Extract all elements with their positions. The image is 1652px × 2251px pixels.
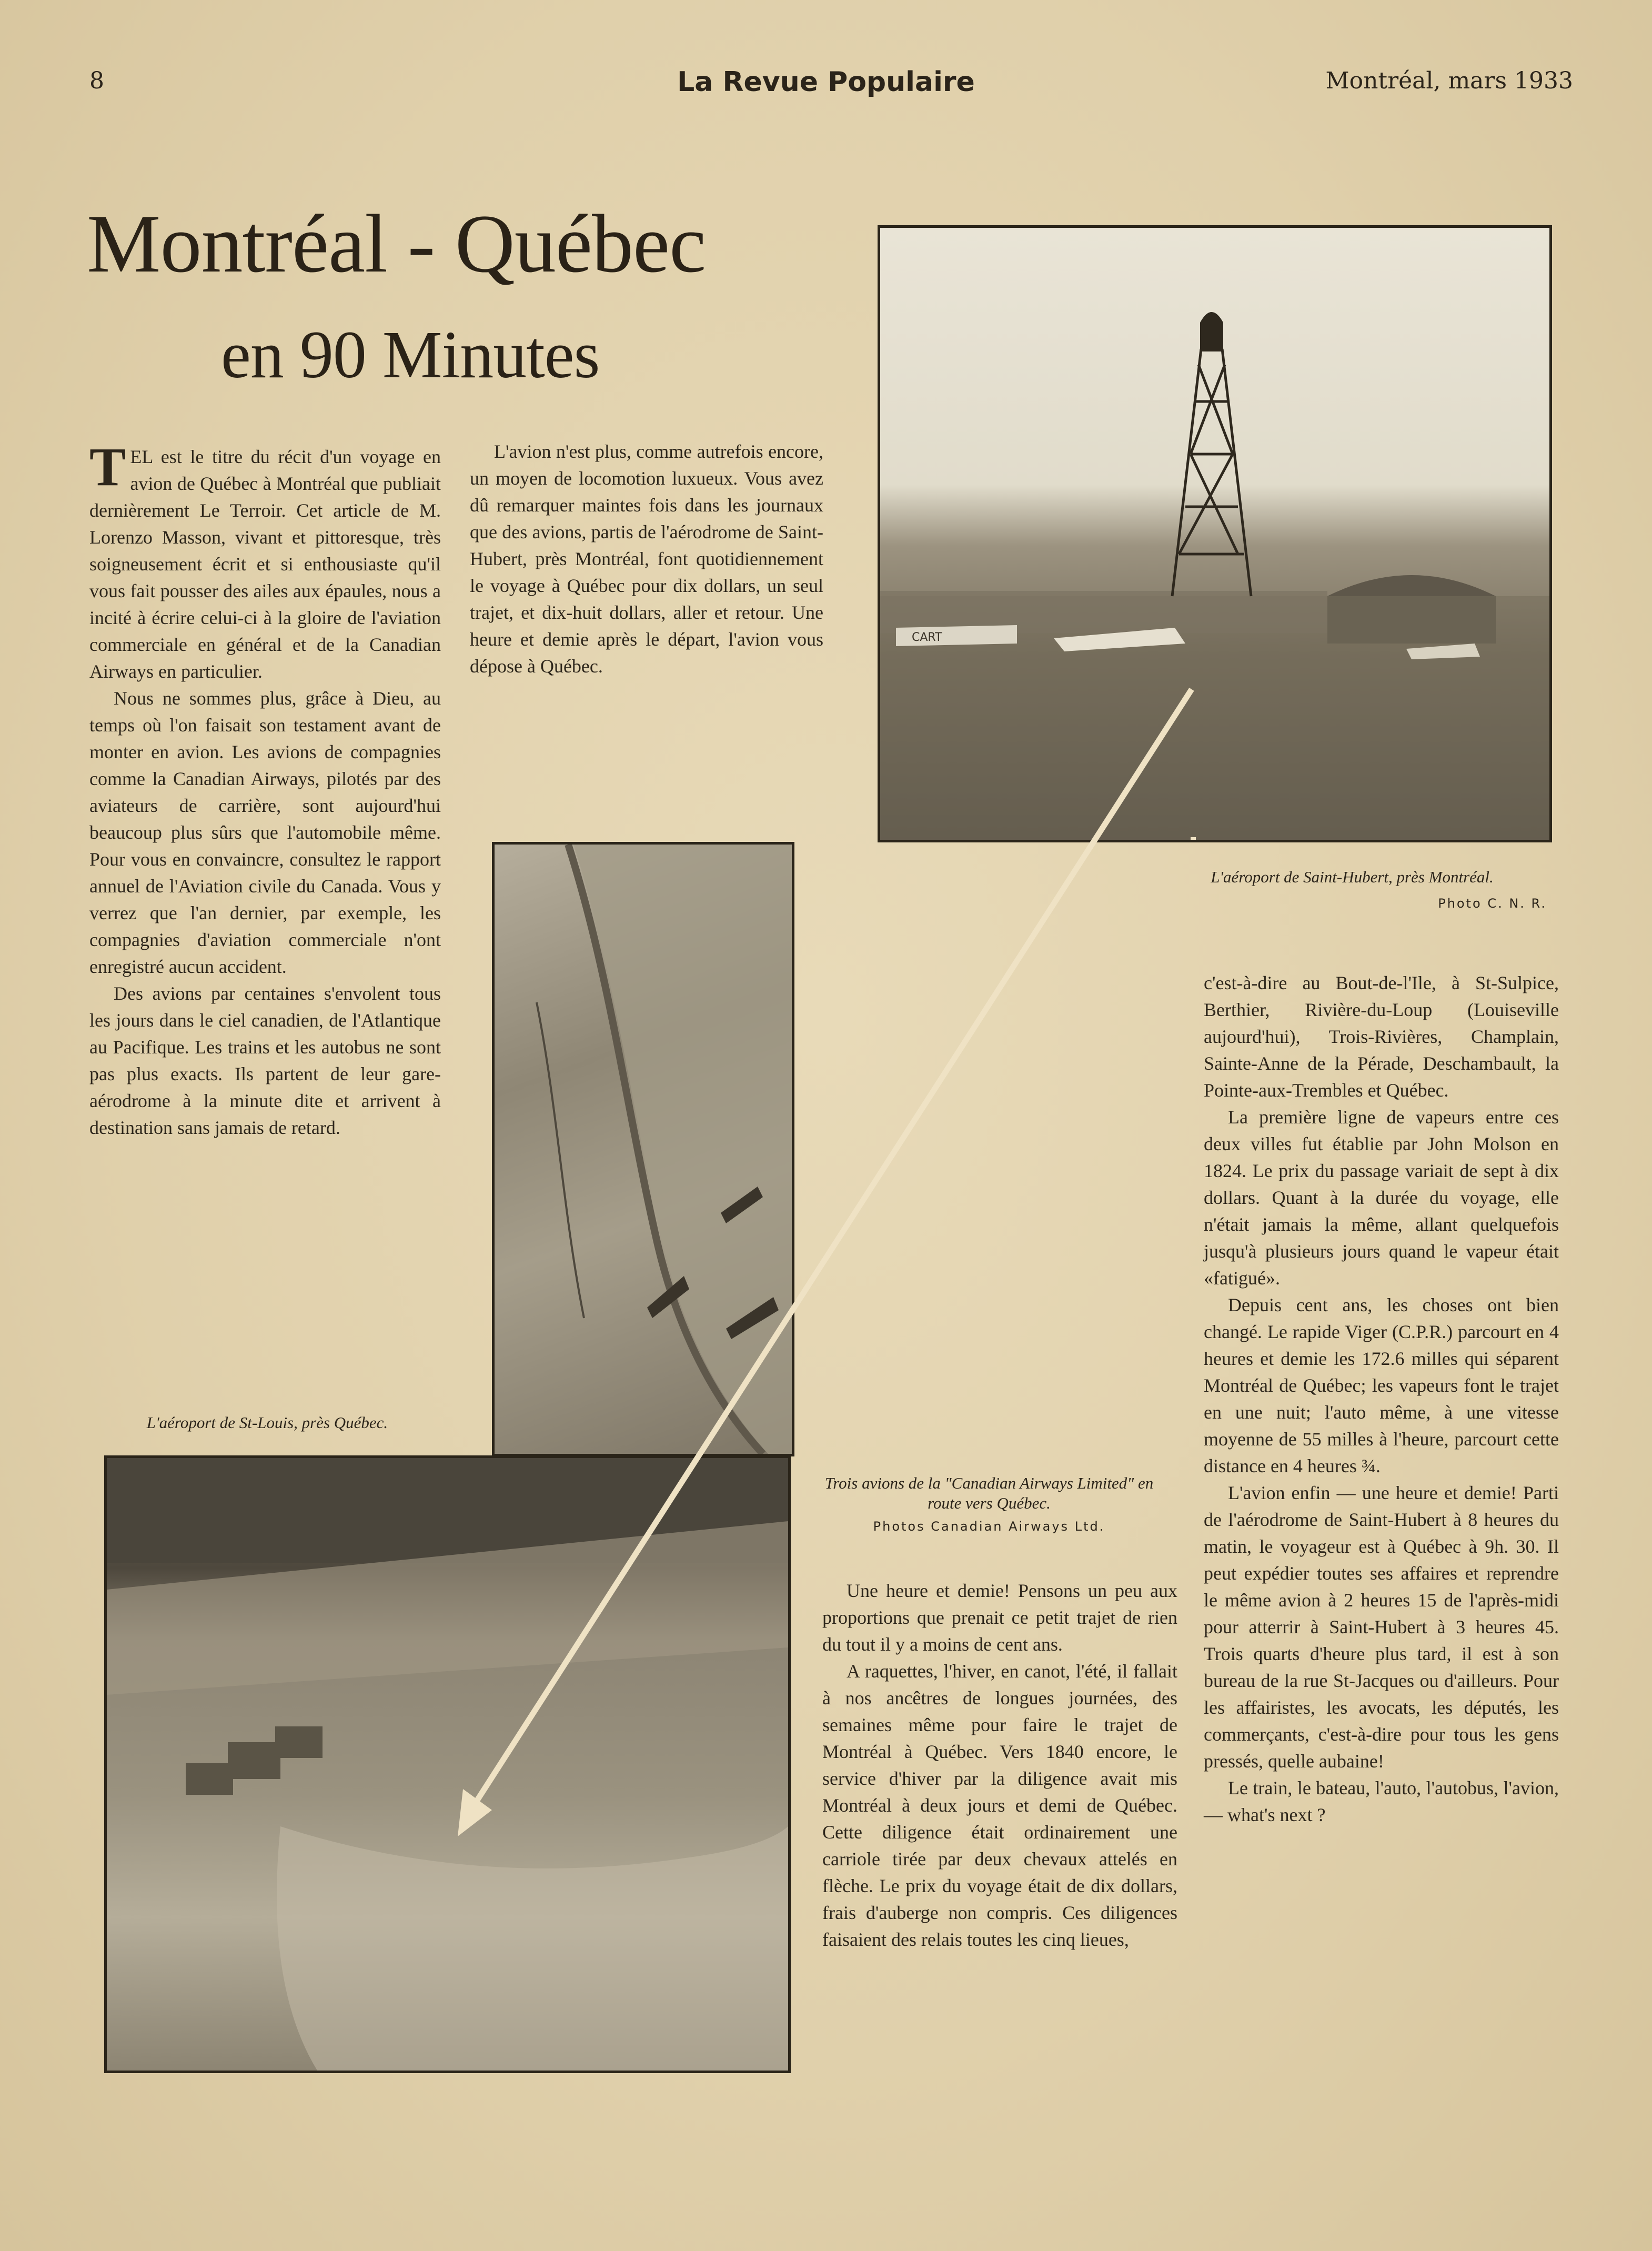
caption-text: L'aéroport de Saint-Hubert, près Montréal.	[1211, 868, 1494, 886]
paragraph: L'avion n'est plus, comme autrefois encore, un moyen de locomotion luxueux. Vous avez dû remarquer maintes fois dans les journaux que des avions, partis de l'aérodrome de Saint-Hubert, près Montréal, font quotidiennement le voyage à Québec pour dix dollars, un seul trajet, et dix-huit dollars, aller et retour. Une heure et demie après le départ, l'avion vous dépose à Québec.	[470, 441, 823, 677]
page-number: 8	[89, 67, 104, 94]
article-subtitle: en 90 Minutes	[221, 317, 600, 392]
article-column-3	[822, 1577, 1177, 1953]
article-column-4	[1204, 970, 1559, 1828]
paragraph: Nous ne sommes plus, grâce à Dieu, au temps où l'on faisait son testament avant de monter en avion. Les avions de compagnies comme la Canadian Airways, pilotés par des aviateurs de carrière, sont aujourd'hui beaucoup plus sûrs que l'automobile même. Pour vous en convaincre, consultez le rapport annuel de l'Aviation civile du Canada. Vous y verrez que l'an dernier, par exemple, les compagnies d'aviation commerciale n'ont enregistré aucun accident.	[89, 688, 441, 977]
caption-text: Trois avions de la "Canadian Airways Limited" en route vers Québec.	[824, 1474, 1154, 1512]
photo-credit: Photos Canadian Airways Ltd.	[873, 1519, 1105, 1534]
paragraph: La première ligne de vapeurs entre ces deux villes fut établie par John Molson en 1824. Le prix du passage variait de sept à dix dollars. Quant à la durée du voyage, elle n'était jamais la même, allant quelquefois jusqu'à plusieurs jours quand le vapeur était «fatigué».	[1204, 1107, 1559, 1289]
photo-credit: Photo C. N. R.	[1438, 896, 1547, 911]
paragraph: Une heure et demie! Pensons un peu aux proportions que prenait ce petit trajet de rien du tout il y a moins de cent ans.	[822, 1580, 1177, 1655]
journal-title: La Revue Populaire	[677, 66, 975, 98]
aerial-caption	[821, 1473, 1157, 1536]
drop-cap: T	[89, 437, 126, 497]
paragraph: Le train, le bateau, l'auto, l'autobus, l'avion, — what's next ?	[1204, 1777, 1559, 1825]
hangar-sign: CART	[912, 631, 942, 644]
paragraph: Depuis cent ans, les choses ont bien changé. Le rapide Viger (C.P.R.) parcourt en 4 heures et demie les 172.6 milles qui séparent Montréal de Québec; les vapeurs font le trajet en une nuit; l'auto même, à une vitesse moyenne de 55 milles à l'heure, parcourt cette distance en 4 heures ¾.	[1204, 1294, 1559, 1476]
paragraph: L'avion enfin — une heure et demie! Parti de l'aérodrome de Saint-Hubert à 8 heures du matin, le voyageur est à Québec à 9h. 30. Il peut expédier toutes ses affaires et reprendre le même avion à 2 heures 15 de l'après-midi pour atterrir à Saint-Hubert à 3 heures 45. Trois quarts d'heure plus tard, il est à son bureau de la rue St-Jacques ou d'ailleurs. Pour les affairistes, les avocats, les députés, les commerçants, c'est-à-dire pour tous les gens pressés, quelle aubaine!	[1204, 1482, 1559, 1772]
paragraph: Des avions par centaines s'envolent tous les jours dans le ciel canadien, de l'Atlantique au Pacifique. Les trains et les autobus ne sont pas plus exacts. Ils partent de leur gare-aérodrome à la minute dite et arrivent à destination sans jamais de retard.	[89, 983, 441, 1138]
paragraph: A raquettes, l'hiver, en canot, l'été, il fallait à nos ancêtres de longues journées, des semaines même pour faire le trajet de Montréal à Québec. Vers 1840 encore, le service d'hiver par la diligence avait mis Montréal à deux jours et demi de Québec. Cette diligence était ordinairement une carriole tirée par deux chevaux attelés en flèche. Le prix du voyage était de dix dollars, frais d'auberge non compris. Ces diligences faisaient des relais toutes les cinq lieues,	[822, 1661, 1177, 1950]
issue-date: Montréal, mars 1933	[1325, 67, 1573, 94]
paragraph: c'est-à-dire au Bout-de-l'Ile, à St-Sulpice, Berthier, Rivière-du-Loup (Louiseville aujourd'hui), Trois-Rivières, Champlain, Sainte-Anne de la Pérade, Deschambault, la Pointe-aux-Trembles et Québec.	[1204, 972, 1559, 1101]
article-title: Montréal - Québec	[87, 198, 706, 290]
paragraph-text: EL est le titre du récit d'un voyage en avion de Québec à Montréal que publiait dernièrement Le Terroir. Cet article de M. Lorenzo Masson, vivant et pittoresque, très soigneusement écrit et si enthousiaste qu'il vous fait pousser des ailes aux épaules, nous a incité à écrire celui-ci à la gloire de l'aviation commerciale en général et de la Canadian Airways en particulier.	[89, 446, 441, 682]
stlouis-caption: L'aéroport de St-Louis, près Québec.	[146, 1413, 388, 1432]
